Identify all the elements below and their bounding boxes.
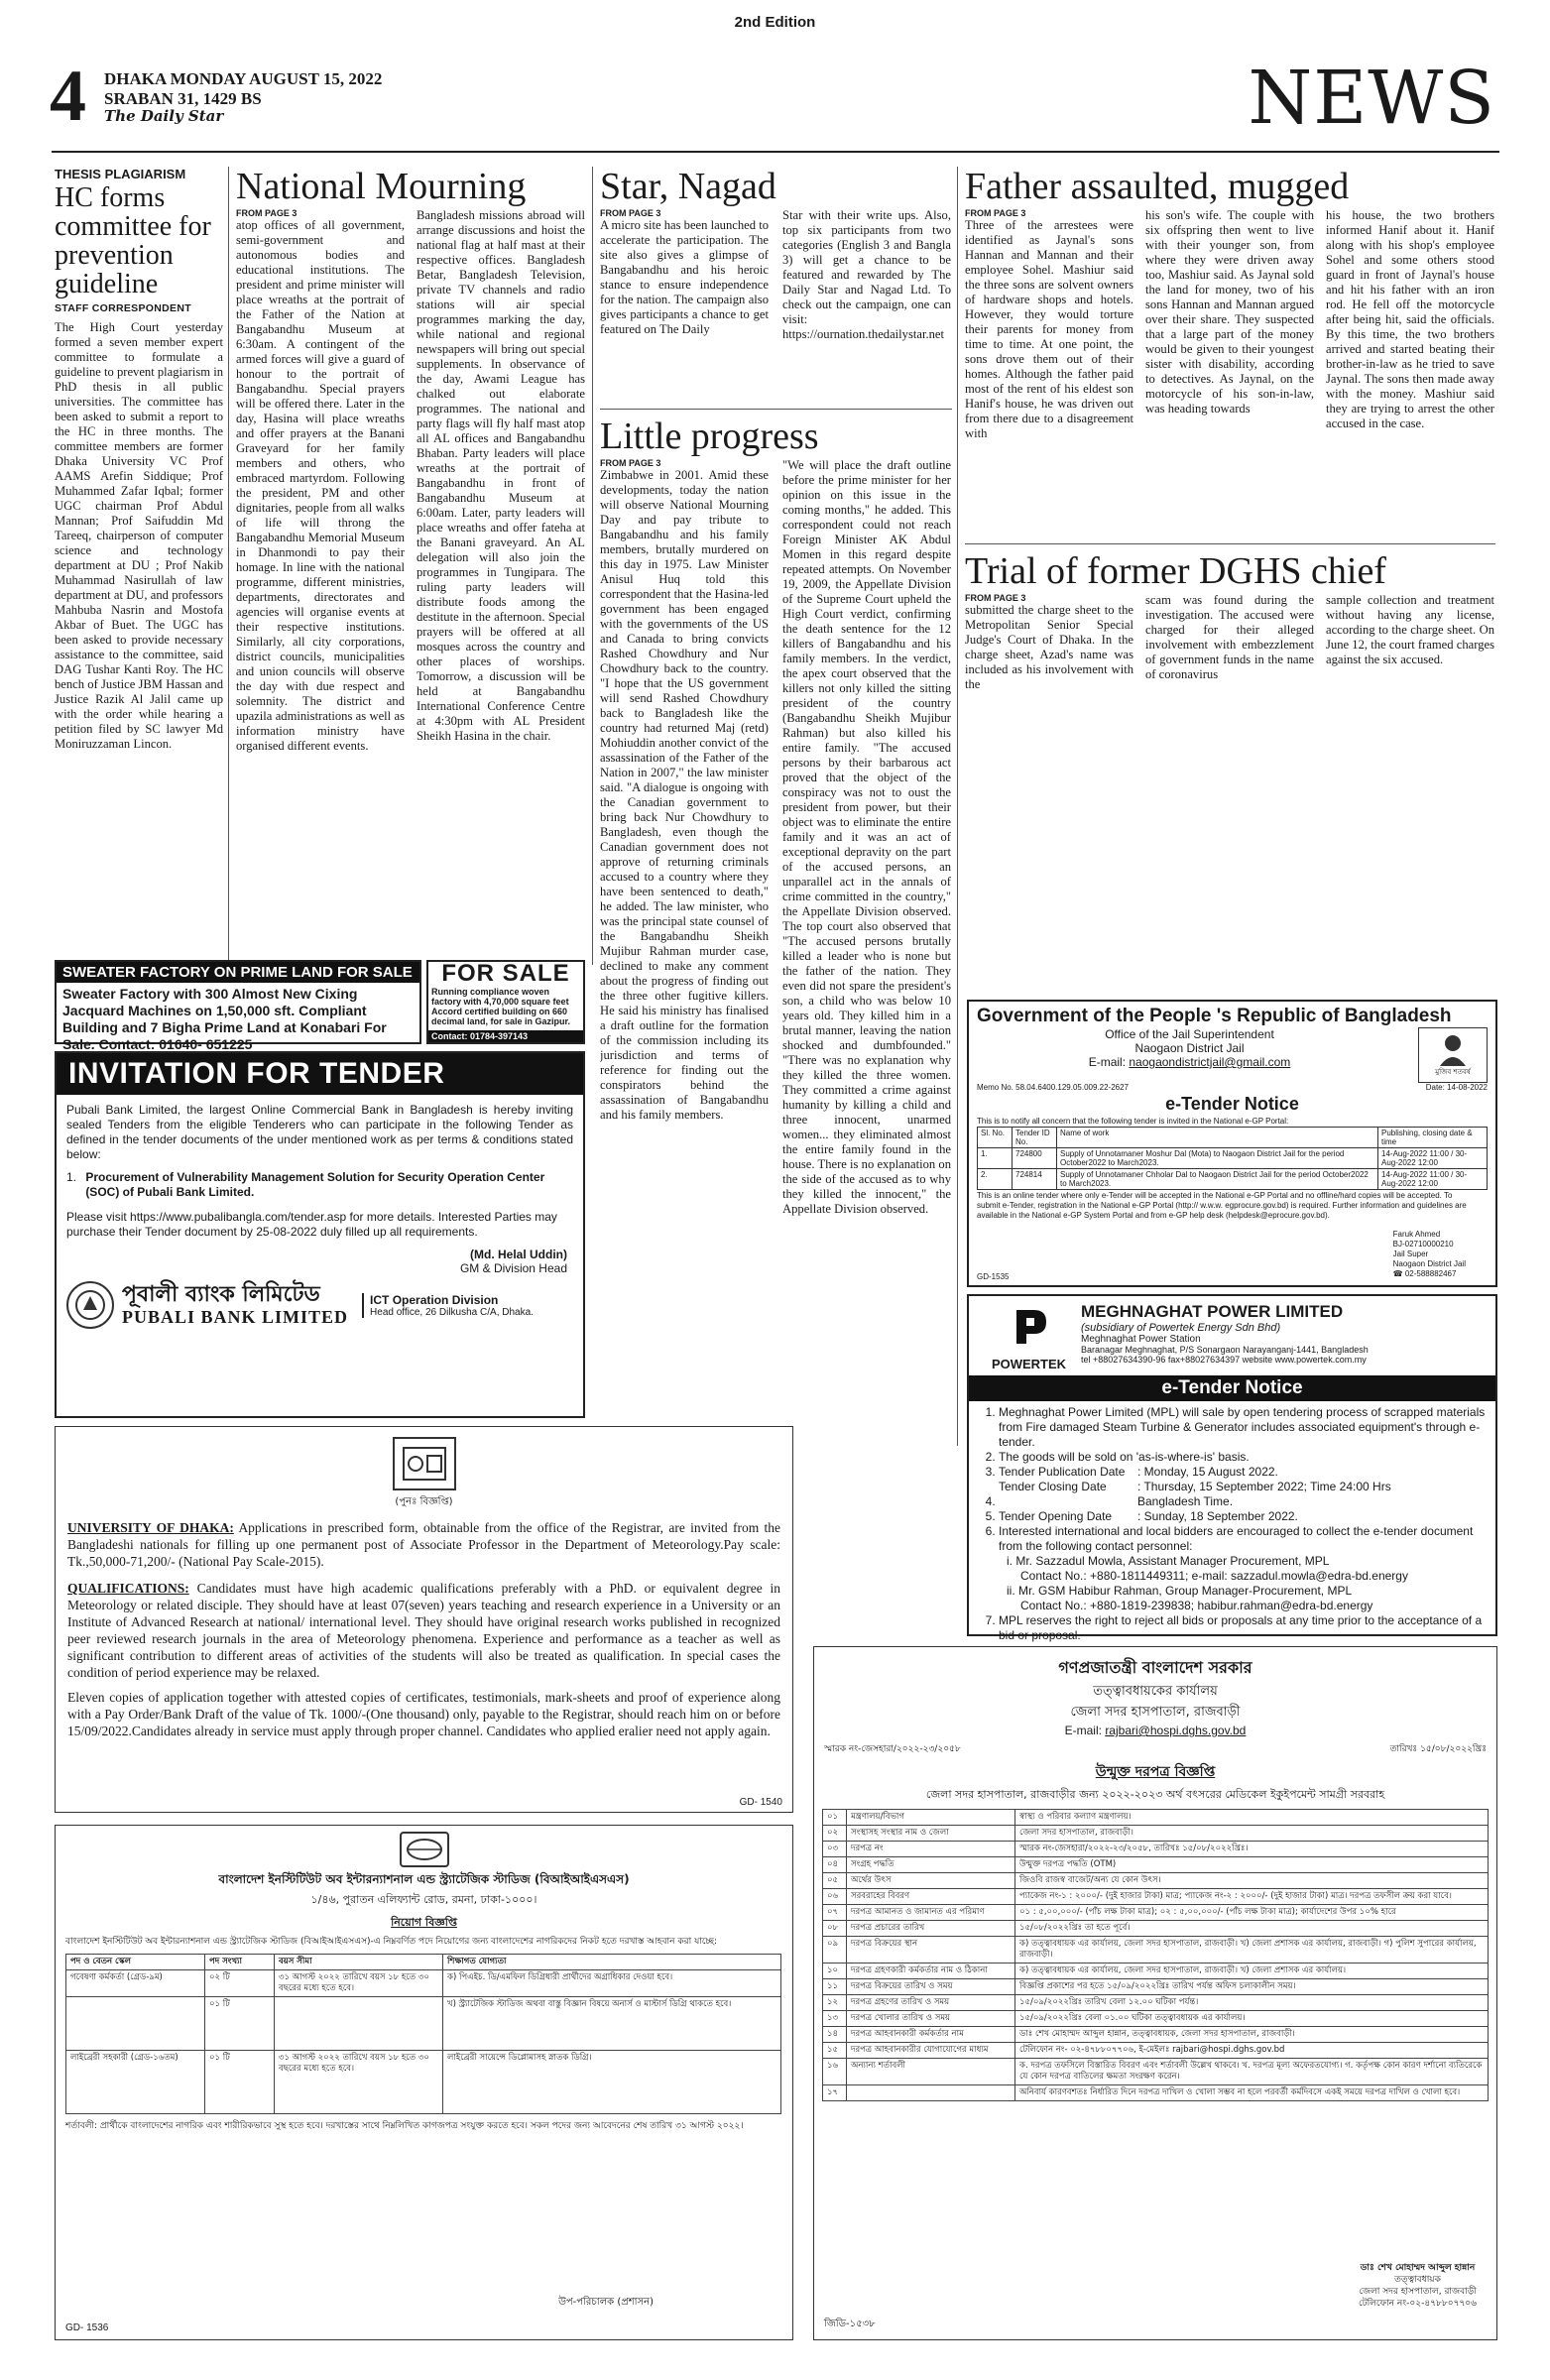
table-cell: ক. দরপত্র তফসিলে বিস্তারিত বিবরণ এবং শর্তাবলী উল্লেখ থাকবে। খ. দরপত্র মূল্য অফেরতযোগ্য। গ. কর্তৃপক্ষ কোন কারণ দর্শানো ব্যতিরেকে যে কোন দরপত্র বাতিলের ক্ষমতা সংরক্ষণ করেন। [1015,2059,1489,2085]
table-cell: লাইব্রেরী সায়েন্সে ডিপ্লোমাসহ স্নাতক ডিগ্রি। [443,2051,781,2114]
table-cell: ০৪ [823,1857,847,1873]
table-cell: প্যাকেজ নং-১ : ২০০০/- (দুই হাজার টাকা) মাত্র; প্যাকেজ নং-২ : ২০০০/- (দুই হাজার টাকা) মাত্র। দরপত্র তফসীল ক্রয় করা যাবে। [1015,1889,1489,1905]
signer-title: Jail Super [1392,1250,1429,1258]
header-rule [52,151,1499,153]
table-cell: ০৮ [823,1921,847,1937]
signer-place: জেলা সদর হাসপাতাল, রাজবাড়ী [1359,2287,1477,2297]
article-headline: Trial of former DGHS chief [965,550,1386,592]
article-headline: Father assaulted, mugged [965,166,1350,207]
table-cell: ডাঃ শেখ মোহাম্মদ আব্দুল হান্নান, তত্ত্বাবধায়ক, জেলা সদর হাসপাতাল, রাজবাড়ী। [1015,2027,1489,2043]
memo-date: Date: 14-08-2022 [1425,1083,1488,1092]
ad-code: GD- 1536 [65,2322,109,2333]
table-cell: দরপত্র গ্রহণের তারিখ ও সময় [847,1995,1015,2011]
table-cell: ৩১ আগস্ট ২০২২ তারিখে বয়স ১৮ হতে ৩০ বছরের মধ্যে হতে হবে। [275,1970,443,1997]
jail-tender-table [977,1127,1488,1190]
university-logo-icon [393,1437,456,1490]
table-row [823,2085,1489,2101]
table-cell: ১৪ [823,2027,847,2043]
article-headline: HC forms committee for prevention guideline [55,182,211,299]
ad-code: GD- 1540 [739,1797,782,1808]
biiss-title: বাংলাদেশ ইনস্টিটিউট অব ইন্টারন্যাশনাল এন্ড স্ট্র্যাটেজিক স্টাডিজ (বিআইআইএসএস) [218,1872,630,1886]
biiss-notice-title: নিয়োগ বিজ্ঞপ্তি [391,1916,457,1929]
mpl-notice-title: e-Tender Notice [969,1375,1495,1401]
table-row [823,1873,1489,1889]
table-cell: দরপত্র গ্রহণকারী কর্মকর্তার নাম ও ঠিকানা [847,1964,1015,1979]
rajbari-hospital: জেলা সদর হাসপাতাল, রাজবাড়ী [1070,1705,1241,1720]
table-row [823,1979,1489,1995]
table-cell: সংস্থাসহ সংস্থার নাম ও জেলা [847,1826,1015,1842]
email-label: E-mail: [1088,1055,1130,1069]
table-header: Name of work [1057,1128,1378,1148]
article-body-col1: submitted the charge sheet to the Metropolitan Senior Special Judge's Court of Dhaka. In the charge sheet, Azad's name was included as his involvement with the [965,603,1133,691]
signer-phone: টেলিফোন নং-০২-৪৭৮৮০৭৭০৬ [1359,2299,1477,2309]
jail-notice-title: e-Tender Notice [1165,1094,1299,1114]
ad-banner: SWEATER FACTORY ON PRIME LAND FOR SALE [57,962,419,983]
section-title: NEWS [1248,56,1495,141]
table-cell: গবেষণা কর্মকর্তা (গ্রেড-৯ম) [66,1970,205,1997]
jail-note: This is to notify all concern that the following tender is invited in the National e-GP Portal: [977,1117,1289,1126]
table-cell: ০১ : ৫,০০,০০০/- (পাঁচ লক্ষ টাকা মাত্র); ০২ : ৫,০০,০০০/- (পাঁচ লক্ষ টাকা মাত্র); কার্যাদেশের উপর ১০% হারে [1015,1905,1489,1921]
list-item [999,1509,1486,1524]
rajbari-gov-title: গণপ্রজাতন্ত্রী বাংলাদেশ সরকার [1058,1658,1252,1677]
table-row [823,2027,1489,2043]
biiss-signer: উপ-পরিচালক (প্রশাসন) [558,2297,654,2308]
contact-person-1: i. Mr. Sazzadul Mowla, Assistant Manager Procurement, MPL [1007,1554,1330,1568]
table-cell: টেলিফোন নং- ০২-৪৭৮৮০৭৭০৬, ই-মেইলঃ rajbari@hospi.dghs.gov.bd [1015,2043,1489,2059]
company-station: Meghnaghat Power Station [1081,1334,1201,1345]
ad-rajbari-hospital [813,1646,1497,2340]
table-cell: দরপত্র খোলার তারিখ ও সময় [847,2011,1015,2027]
column-divider [592,167,593,965]
table-cell: ১৫/০৯/২০২২খ্রিঃ বেলা ০১.০০ ঘটিকা তত্ত্বাবধায়ক এর কার্যালয়। [1015,2011,1489,2027]
table-cell: সরবরাহের বিবরণ [847,1889,1015,1905]
ad-title: FOR SALE [441,960,570,987]
signer-place: Naogaon District Jail [1392,1259,1466,1268]
du-paragraph-2: Candidates must have high academic qualifications preferably with a PhD. or equivalent degree in Meteorology or related disciple. They should have at least 07(seven) years teaching and research experience in a University or an Institute of Advanced Research at national/ international level. They should have original research works published in recognized peer reviewed research journals in the area of Meteorology phenomena. Experience and performance as a teacher as well as significant contribution to different areas of activities of the students will also be treated as qualification. In special cases the condition of period experience may be relaxed. [67,1581,781,1680]
table-row [823,1810,1489,1826]
email-label: E-mail: [1064,1724,1106,1737]
company-subsidiary: (subsidiary of Powertek Energy Sdn Bhd) [1081,1322,1281,1334]
article-body-col1: A micro site has been launched to accelerate the participation. The site also gives a glimpse of Bangabandhu and his heroic stance to ensure independence for the nation. The campaign also gives participants a chance to get featured on The Daily [600,218,769,336]
ad-code: জিডি-১৫৩৮ [824,2319,876,2329]
memo-number: স্মারক নং-জেসহারা/২০২২-২৩/২০৫৮ [824,1744,961,1754]
ad-pubali-tender [55,1051,585,1418]
table-cell: স্বাস্থ্য ও পরিবার কল্যাণ মন্ত্রণালয়। [1015,1810,1489,1826]
table-header: পদ ও বেতন স্কেল [66,1955,205,1970]
from-page-label: FROM PAGE 3 [965,208,1026,218]
table-header: শিক্ষাগত যোগ্যতা [443,1955,781,1970]
table-cell: ১৫/০৯/২০২২খ্রিঃ তারিখ বেলা ১২.০০ ঘটিকা পর্যন্ত। [1015,1995,1489,2011]
article-headline: Star, Nagad [600,166,776,207]
table-cell: ১৫/০৮/২০২২খ্রিঃ তা হতে পূর্বে। [1015,1921,1489,1937]
table-cell: দরপত্র আমানত ও জামানত এর পরিমাণ [847,1905,1015,1921]
table-row [823,1842,1489,1857]
table-cell: Supply of Unnotamaner Chholar Dal to Naogaon District Jail for the period October2022 to March2023. [1057,1169,1378,1190]
biiss-address: ১/৪৬, পুরাতন এলিফ্যান্ট রোড, রমনা, ঢাকা-১০০০। [310,1893,537,1906]
table-header: পদ সংখ্যা [205,1955,275,1970]
table-cell: খ) স্ট্র্যাটেজিক স্টাডিজ অথবা বাস্তু বিজ্ঞান বিষয়ে অনার্স ও মাস্টার্স ডিগ্রি থাকতে হবে। [443,1997,781,2051]
ad-visit-text: Please visit https://www.pubalibangla.com/tender.asp for more details. Interested Parties may purchase their Tender document by 25-08-2022 duly filled up all requirements. [66,1210,557,1239]
table-cell: ০১ [823,1810,847,1826]
article-star-nagad [600,167,952,407]
table-cell: ক) পিএইচ. ডি/এমফিল ডিগ্রিধারী প্রার্থীদের অগ্রাধিকার দেওয়া হবে। [443,1970,781,1997]
table-cell: 2. [978,1169,1013,1190]
ad-for-sale [426,960,585,1044]
table-row [978,1169,1488,1190]
table-row [823,1937,1489,1964]
table-row [978,1148,1488,1169]
table-cell: জিওবি রাজস্ব বাজেট/অন্য যে কোন উৎস। [1015,1873,1489,1889]
biiss-post-table [65,1954,781,2114]
powertek-logo-icon [1005,1302,1054,1352]
tender-item: Procurement of Vulnerability Management Solution for Security Operation Center (SOC) of Pubali Bank Limited. [85,1170,545,1199]
signer-title: GM & Division Head [459,1261,567,1275]
item-label: Tender Opening Date [999,1509,1113,1523]
opening-date: : Sunday, 18 September 2022. [1137,1509,1298,1523]
table-header: Tender ID No. [1013,1128,1057,1148]
publication-date: : Monday, 15 August 2022. [1137,1465,1278,1479]
ad-intro: Pubali Bank Limited, the largest Online Commercial Bank in Bangladesh is hereby inviting sealed Tenders from the eligible Tenderers who can participate in the following Tender as defined in the tender documents of the under mentioned work as per terms & conditions stated below: [66,1103,573,1161]
table-cell: 14-Aug-2022 11:00 / 30-Aug-2022 12:00 [1378,1169,1488,1190]
dateline [104,69,382,109]
table-row [823,1857,1489,1873]
contact-person-2: ii. Mr. GSM Habibur Rahman, Group Manager-Procurement, MPL [1007,1584,1353,1598]
table-cell: দরপত্র বিক্রয়ের তারিখ ও সময় [847,1979,1015,1995]
table-cell: অন্যান্য শর্তাবলী [847,2059,1015,2085]
signer-name: (Md. Helal Uddin) [470,1248,567,1261]
list-item: 1. Meghnaghat Power Limited (MPL) will sale by open tendering process of scrapped materials from Fire damaged Steam Turbine & Generator includes associated equipment's through e-tender. [999,1405,1486,1450]
rajbari-subtitle: জেলা সদর হাসপাতাল, রাজবাড়ীর জন্য ২০২২-২০২৩ অর্থ বৎসরের মেডিকেল ইকুইপমেন্ট সামগ্রী সরবরাহ [925,1788,1385,1801]
table-cell: ক) তত্ত্বাবধায়ক এর কার্যালয়, জেলা সদর হাসপাতাল, রাজবাড়ী। খ) জেলা প্রশাসক এর কার্যালয়। [1015,1964,1489,1979]
bank-address: Head office, 26 Dilkusha C/A, Dhaka. [370,1306,534,1318]
ad-naogaon-jail [967,1000,1497,1287]
rajbari-office: তত্ত্বাবধায়কের কার্যালয় [1093,1684,1218,1699]
rajbari-notice-title: উন্মুক্ত দরপত্র বিজ্ঞপ্তি [1095,1764,1216,1780]
table-cell: মন্ত্রণালয়/বিভাগ [847,1810,1015,1826]
table-row [823,1964,1489,1979]
from-page-label: FROM PAGE 3 [236,208,298,218]
photo-label: মুজিব শতবর্ষ [1435,1068,1471,1076]
article-headline: Little progress [600,416,819,457]
table-cell: দরপত্র বিক্রয়ের স্থান [847,1937,1015,1964]
article-byline: STAFF CORRESPONDENT [55,302,191,314]
table-row [823,2011,1489,2027]
jail-district: Naogaon District Jail [1134,1041,1245,1055]
table-cell: Supply of Unnotamaner Moshur Dal (Mota) to Naogaon District Jail for the period October2022 to March2023. [1057,1148,1378,1169]
ad-university-of-dhaka [55,1426,793,1813]
company-name: MEGHNAGHAT POWER LIMITED [1081,1302,1344,1321]
signer-name: Faruk Ahmed [1392,1230,1441,1239]
list-item [999,1524,1486,1613]
article-separator [965,543,1495,544]
biiss-logo-icon [400,1832,449,1867]
article-father-assaulted [965,167,1495,560]
table-cell: ১৬ [823,2059,847,2085]
article-kicker: THESIS PLAGIARISM [55,167,186,181]
table-row [823,1921,1489,1937]
table-cell: ১১ [823,1979,847,1995]
closing-date: : Thursday, 15 September 2022; Time 24:00 Hrs Bangladesh Time. [1137,1480,1391,1508]
table-cell: স্মারক নং-জেসহারা/২০২২-২৩/২০৫৮, তারিখঃ ১৫/০৮/২০২২খ্রিঃ। [1015,1842,1489,1857]
table-cell: ১০ [823,1964,847,1979]
list-item: 2. The goods will be sold on 'as-is-where-is' basis. [999,1450,1486,1465]
rajbari-tender-table [822,1809,1489,2101]
article-dghs-trial [965,551,1495,712]
table-header: Publishing, closing date & time [1378,1128,1488,1148]
portrait-icon [1418,1027,1488,1083]
article-body-col2: Bangladesh missions abroad will arrange discussions and hoist the national flag at half mast at their respective offices. Bangladesh Betar, Bangladesh Television, private TV channels and radio stations will air special programmes marking the day, while national and regional newspapers will bring out special supplements. In observance of the day, Awami League has chalked out elaborate programmes. The national and party flags will fly half mast atop all AL offices and Bangabandhu Bhaban. Party leaders will place wreaths at the portrait of Bangabandhu in front of Bangabandhu Museum at 6:00am. Later, party leaders will place wreaths and offer fateha at the Banani graveyard. An AL delegation will also join the programmes in Tungipara. The ruling party leaders will distribute foods among the destitute in the afternoon. Special prayers will be offered at all mosques across the country and other places of worships. Tomorrow, a discussion will be held at Bangabandhu International Conference Centre at 4:30pm with AL President Sheikh Hasina in the chair. [417,208,585,743]
table-row [66,1970,781,1997]
phone-icon: ☎ [1392,1269,1403,1278]
signer-id: BJ-02710000210 [1392,1240,1454,1249]
table-cell: 724800 [1013,1148,1057,1169]
ad-text: Running compliance woven factory with 4,70,000 square feet Accord certified building on 660 decimal land, for sale in Gazipur. [431,987,571,1026]
table-cell: 14-Aug-2022 11:00 / 30-Aug-2022 12:00 [1378,1148,1488,1169]
table-cell: অর্থের উৎস [847,1873,1015,1889]
table-row [823,1889,1489,1905]
bank-name-english: PUBALI BANK LIMITED [122,1306,349,1327]
table-cell [847,2085,1015,2101]
date-text: DHAKA MONDAY AUGUST 15, 2022 [104,69,383,88]
table-row [823,2059,1489,2085]
ad-biiss-recruitment [55,1825,793,2340]
ad-meghnaghat-power [967,1294,1497,1642]
ad-sweater-factory [55,960,421,1052]
table-cell [275,1997,443,2051]
table-cell: ০৩ [823,1842,847,1857]
table-cell: ১৩ [823,2011,847,2027]
article-body-col3: his house, the two brothers informed Hanif about it. Hanif along with his shop's employee Sohel and some others stood guard in front of Jaynal's house and hit his father with an iron rod. He fell off the motorcycle after being hit, said the officials. By this time, the two brothers arrived and started beating their brother-in-law as he tried to save Jaynal. The sons then made away with the money. Mashiur said they are trying to arrest the other accused in the case. [1326,208,1494,430]
table-cell: দরপত্র প্রচারের তারিখ [847,1921,1015,1937]
signer-name: ডাঃ শেখ মোহাম্মদ আব্দুল হান্নান [1360,2263,1476,2273]
table-cell: ০৫ [823,1873,847,1889]
table-cell: ১২ [823,1995,847,2011]
table-row [823,1905,1489,1921]
table-cell: অনিবার্য কারণবশতঃ নির্ধারিত দিনে দরপত্র দাখিল ও খোলা সম্ভব না হলে পরবর্তী কর্মদিবসে একই সময়ে দরপত্র দাখিল ও খোলা হবে। [1015,2085,1489,2101]
article-body-col2: scam was found during the investigation. The accused were charged for their alleged involvement with embezzlement of government funds in the name of coronavirus [1145,593,1314,681]
table-cell: ০৯ [823,1937,847,1964]
qualifications-lead: QUALIFICATIONS: [67,1581,189,1596]
masthead-logo: The Daily Star [104,107,224,125]
jail-footer-note: This is an online tender where only e-Tender will be accepted in the National e-GP Portal and no offline/hard copies will be accepted. To submit e-Tender, registration in the National e-GP Portal (http:// w.w.w. egprocure.gov.bd) is required. Further information and guidelines are available in the National e-GP System Portal and from e-GP help desk (helpdesk@eprocure.gov.bd). [977,1191,1467,1220]
reissue-label: (পুনঃ বিজ্ঞপ্তি) [395,1496,453,1507]
article-little-progress [600,416,952,1472]
jail-email[interactable]: naogaondistrictjail@gmail.com [1129,1055,1291,1069]
table-cell: ০২ টি [205,1970,275,1997]
table-cell: লাইব্রেরী সহকারী (গ্রেড-১৬তম) [66,2051,205,2114]
article-body-col1: atop offices of all government, semi-government and autonomous bodies and educational institutions. The president and prime minister will place wreaths at the portrait of the Father of the Nation at Bangabandhu Museum at 6:30am. A contingent of the armed forces will give a guard of honour to the portrait of Bangabandhu. Special prayers will be offered there. Later in the day, Hasina will place wreaths and offer prayers at the Banani Graveyard for her family members and others, who embraced martyrdom. Following the president, PM and other dignitaries, people from all walks of life will throng the Bangabandhu Memorial Museum in Dhanmondi to pay their homage. In line with the national programme, different ministries, departments, directorates and agencies will organise events at their respective institutions. Similarly, all city corporations, district councils, municipalities and union councils will observe the day with due respect and solemnity. The district and upazila administrations as well as information ministry have organised different events. [236,218,405,753]
column-divider [957,167,958,1446]
item-number: 1. [66,1170,77,1184]
company-contact: tel +88027634390-96 fax+88027634397 website www.powertek.com.my [1081,1355,1367,1365]
bank-logo-icon [66,1281,114,1329]
list-item [999,1480,1486,1509]
table-cell: ০৭ [823,1905,847,1921]
table-cell: ক) তত্ত্বাবধায়ক এর কার্যালয়, জেলা সদর হাসপাতাল, রাজবাড়ী। খ) জেলা প্রশাসক এর কার্যালয়, রাজবাড়ী। গ) পুলিশ সুপারের কার্যালয়, রাজবাড়ী। [1015,1937,1489,1964]
article-body-col2: his son's wife. The couple with six offspring then went to live with their younger son, from where they were driven away too, Mashiur said. As Jaynal sold the land for money, two of his sons Hannan and Mannan argued over their share. They suspected that a large part of the money would be given to their youngest sister with disability, according to detectives. As Jaynal, on the motorcycle of his son-in-law, was heading towards [1145,208,1314,416]
table-cell: সংগ্রহ পদ্ধতি [847,1857,1015,1873]
memo-number: Memo No. 58.04.6400.129.05.009.22-2627 [977,1083,1130,1092]
bangla-date-text: SRABAN 31, 1429 BS [104,89,262,108]
biiss-notes: শর্তাবলী: প্রার্থীকে বাংলাদেশের নাগরিক এবং শারীরিকভাবে সুস্থ হতে হবে। দরখাস্তের সাথে নিম্নলিখিত কাগজপত্র সংযুক্ত করতে হবে। সকল পদের জন্য আবেদনের শেষ তারিখ ৩১ আগস্ট ২০২২। [65,2121,744,2131]
table-cell: দরপত্র নং [847,1842,1015,1857]
list-item: 7. MPL reserves the right to reject all bids or proposals at any time prior to the acceptance of a bid or proposal. [999,1613,1486,1643]
table-cell: ০৬ [823,1889,847,1905]
table-row [823,2043,1489,2059]
table-cell: ০১ টি [205,1997,275,2051]
signer-title: তত্ত্বাবধায়ক [1394,2275,1441,2285]
ad-title: INVITATION FOR TENDER [57,1053,583,1095]
table-header: Sl. No. [978,1128,1013,1148]
article-body-col1: Zimbabwe in 2001. Amid these developments, today the nation will observe National Mourning Day and pay tribute to Bangabandhu and his family members, brutally murdered on this day in 1975. Law Minister Anisul Huq told this correspondent that the Hasina-led government has been engaged with the governments of the US and Canada to bring convicts Rashed Chowdhury and Nur Chowdhury back to the country. "I hope that the US government will send Rashed Chowdhury back to Bangladesh like the country had returned Maj (retd) Mohiuddin another convict of the assassination of the Father of the Nation in 2007," the law minister said. "A dialogue is ongoing with the Canadian government to bring back Nur Chowdhury to Bangladesh, even though the Canadian government does not approve of returning criminals accused to a country where they have been sentenced to death," he added. The law minister, who was the principal state counsel of the Bangabandhu Sheikh Mujibur Rahman murder case, declined to make any comment about the progress of finding out the three other fugitive killers. He said his ministry has finalised a draft outline for the formation of the commission including its jurisdiction and terms of reference for finding out the conspirators behind the assassination of Bangabandhu and his family members. [600,468,769,1122]
table-cell: ১৫ [823,2043,847,2059]
ad-text: Sweater Factory with 300 Almost New Cixing Jacquard Machines on 1,50,000 sft. Compliant Building and 7 Bigha Prime Land at Konabari For Sale. Contact: 01640- 651225 [62,986,387,1052]
table-cell: 724814 [1013,1169,1057,1190]
contact-details-2: Contact No.: +880-1819-239838; habibur.rahman@edra-bd.energy [1020,1599,1373,1612]
article-body-col3: sample collection and treatment without having any license, according to the charge sheet. On June 12, the court framed charges against the six accused. [1326,593,1494,666]
biiss-intro: বাংলাদেশ ইনস্টিটিউট অব ইন্টারন্যাশনাল এন্ড স্ট্র্যাটেজিক স্টাডিজ (বিআইআইএসএস)-এ নিম্নবর্ণিত পদে নিয়োগের জন্য বাংলাদেশের নাগরিকদের নিকট হতে দরখাস্ত আহবান করা যাচ্ছে: [65,1937,718,1947]
from-page-label: FROM PAGE 3 [600,458,661,468]
table-row [823,1995,1489,2011]
jail-office: Office of the Jail Superintendent [1105,1027,1274,1041]
bank-name-bangla: পূবালী ব্যাংক লিমিটেড [122,1281,320,1307]
from-page-label: FROM PAGE 3 [600,208,661,218]
article-national-mourning [236,167,585,957]
edition-label: 2nd Edition [734,14,816,31]
company-address: Baranagar Meghnaghat, P/S Sonargaon Narayanganj-1441, Bangladesh [1081,1345,1369,1355]
table-cell: বিজ্ঞপ্তি প্রকাশের পর হতে ১৫/০৯/২০২২খ্রিঃ তারিখ পর্যন্ত অফিস চলাকালীন সময়। [1015,1979,1489,1995]
signer-phone: 02-588882467 [1404,1269,1457,1278]
column-divider [228,167,229,965]
table-cell: দরপত্র আহবানকারী কর্মকর্তার নাম [847,2027,1015,2043]
table-cell: ৩১ আগস্ট ২০২২ তারিখে বয়স ১৮ হতে ৩০ বছরের মধ্যে হতে হবে। [275,2051,443,2114]
from-page-label: FROM PAGE 3 [965,593,1026,603]
item-label: Interested international and local bidders are encouraged to collect the e-tender document from the following contact personnel: [999,1524,1474,1553]
jail-gov-title: Government of the People 's Republic of Bangladesh [977,1006,1452,1026]
division-name: ICT Operation Division [370,1292,499,1307]
table-row [823,1826,1489,1842]
rajbari-email[interactable]: rajbari@hospi.dghs.gov.bd [1105,1724,1247,1737]
item-label: Tender Closing Date [999,1480,1107,1493]
list-item [999,1465,1486,1480]
table-cell: ০২ [823,1826,847,1842]
table-cell: দরপত্র আহবানকারীর যোগাযোগের মাধ্যম [847,2043,1015,2059]
table-cell: জেলা সদর হাসপাতাল, রাজবাড়ী। [1015,1826,1489,1842]
item-label: Tender Publication Date [999,1465,1126,1479]
table-cell: ০১ টি [205,2051,275,2114]
article-headline: National Mourning [236,166,527,207]
contact-details-1: Contact No.: +880-1811449311; e-mail: sazzadul.mowla@edra-bd.energy [1020,1569,1408,1583]
table-row [66,1997,781,2051]
article-body-col1: Three of the arrestees were identified as Jaynal's sons Hannan and Mannan and their employee Sohel. Mashiur said the three sons are solvent owners of hardware shops and hotels. However, they would torture their parents for money from time to time. At one point, the sons drove them out of their homes. Although the father paid most of the rent of his eldest son Hanif's house, he was driven out from there due to a disagreement with [965,218,1133,440]
du-paragraph-1: Applications in prescribed form, obtainable from the office of the Registrar, are invited from the Bangladeshi nationals for filling up one permanent post of Associate Professor in the Department of Meteorology.Pay scale: Tk.,50,000-71,200/- (National Pay Scale-2015). [67,1520,780,1569]
table-row [66,2051,781,2114]
ad-contact: Contact: 01784-397143 [428,1030,583,1042]
table-header: বয়স সীমা [275,1955,443,1970]
du-paragraph-3: Eleven copies of application together with attested copies of certificates, testimonials, mark-sheets and proof of experience along with a Pay Order/Bank Draft of the value of Tk. 1000/-(One thousand) only, payable to the Registrar, should reach him on or before 15/09/2022.Candidates already in service must apply through proper channel. Candidates who applied eralier need not apply again. [67,1690,780,1738]
article-body-col2: Star with their write ups. Also, top six participants from two categories (English 3 and Bangla 3) will get a chance to be featured and rewarded by The Daily Star and Nagad Ltd. To check out the campaign, one can visit: https://ournation.thedailystar.net [782,208,951,341]
ad-code: GD-1535 [977,1272,1010,1281]
article-separator [600,409,952,410]
table-cell: ১৭ [823,2085,847,2101]
memo-date: তারিখঃ ১৫/০৮/২০২২খ্রিঃ [1389,1744,1487,1754]
page-number: 4 [50,56,86,137]
mpl-notice-list [969,1405,1495,1643]
table-cell [66,1997,205,2051]
table-cell: 1. [978,1148,1013,1169]
article-body: The High Court yesterday formed a seven member expert committee to formulate a guideline to prevent plagiarism in PhD thesis in all public universities. The committee has been asked to submit a report to the HC in three months. The committee members are former Dhaka University VC Prof AAMS Arefin Siddique; Prof Muhammed Zafar Iqbal; former UGC chairman Prof Abdul Mannan; Prof Saifuddin Md Tareeq, chairperson of computer science and technology department at DU ; Prof Nakib Muhammad Nasirullah of law department at DU, and professors Mahbuba Nasrin and Mostofa Akbar of Buet. The UGC has been asked to provide necessary assistance to the committee, said DAG Tushar Kanti Roy. The HC bench of Justice JBM Hassan and Justice Razik Al Jalil came up with the order while hearing a petition filed by SC lawyer Md Moniruzzaman Lincon. [55,320,223,751]
table-cell: উন্মুক্ত দরপত্র পদ্ধতি (OTM) [1015,1857,1489,1873]
du-lead: UNIVERSITY OF DHAKA: [67,1520,234,1535]
powertek-logo-text: POWERTEK [991,1357,1067,1371]
article-body-col2: "We will place the draft outline before the prime minister for her opinion on this issue in the coming months," he added. This correspondent could not reach Foreign Minister AK Abdul Momen in this regard despite repeated attempts. On November 19, 2009, the Appellate Division of the Supreme Court upheld the High Court verdict, confirming the death sentence for the 12 killers of Bangabandhu and his family members. In the verdict, the apex court observed that the killers not only killed the sitting president of the country (Bangabandhu Sheikh Mujibur Rahman) but also killed his entire family. "The accused persons by their barbarous act proved that the object of the conspiracy was not to oust the president from power, but their object was to eliminate the entire family and it was an act of exceptional depravity on the part of the accused persons, an unparallel act in the annals of crime committed in the country," the Appellate Division observed. The top court also observed that "The accused persons brutally killed a leader who is none but the father of the nation. They even did not spare the president's son, a child who was below 10 years old. They killed him in a brutal manner, leaving the nation shocked and dumbfounded." "There was no explanation why they killed the three women. They committed a crime against humanity by killing a child and three innocent, unarmed women... they eliminated almost the entire family found in the house. There is no explanation on the side of the accused as to why they killed the innocent," the Appellate Division observed. [782,458,951,1216]
